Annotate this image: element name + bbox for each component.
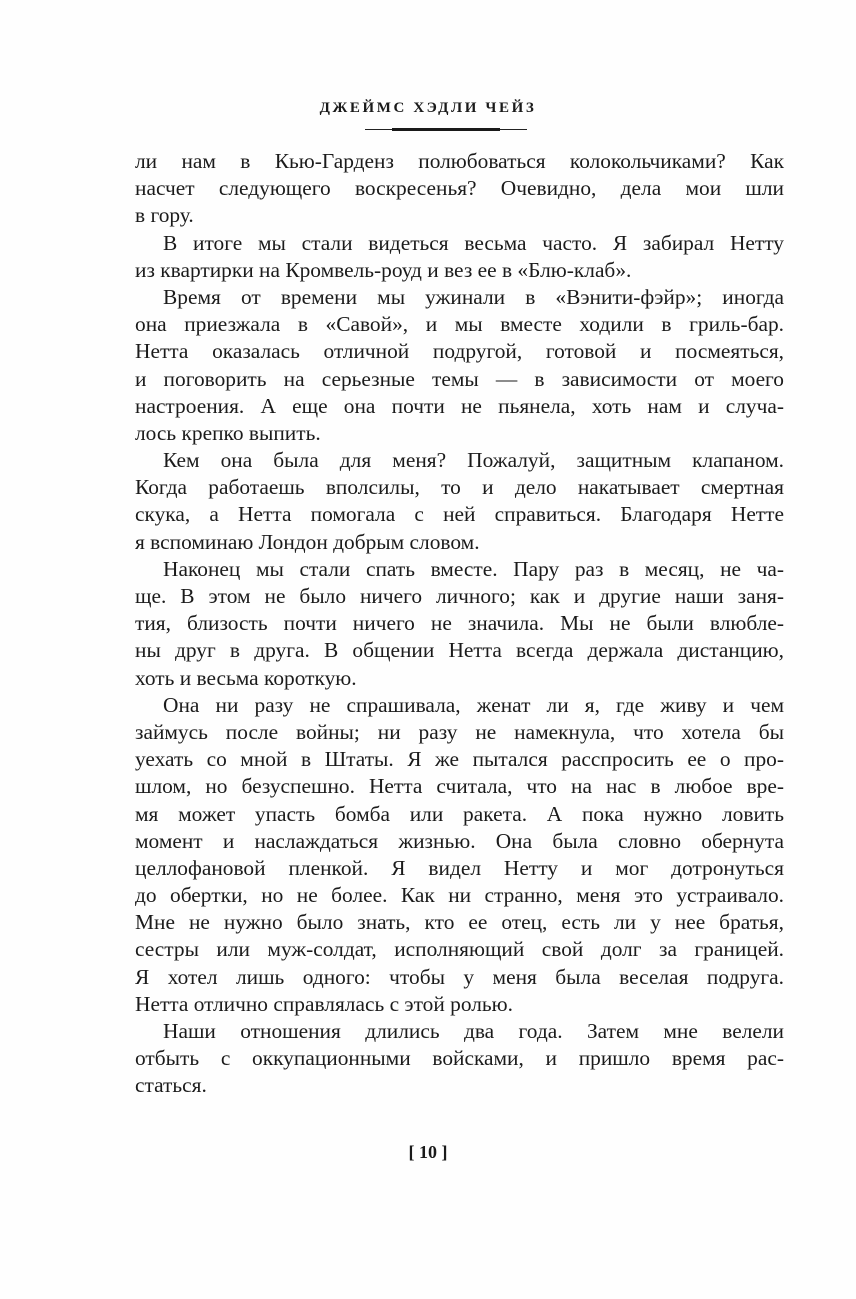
text-line: Мне не нужно было знать, кто ее отец, есть ли у нее братья, bbox=[135, 910, 784, 935]
page-number: [ 10 ] bbox=[408, 1142, 448, 1162]
text-line: до обертки, но не более. Как ни странно, меня это устраивало. bbox=[135, 883, 784, 908]
text-line: Она ни разу не спрашивала, женат ли я, где живу и чем bbox=[163, 692, 784, 717]
text-line: уехать со мной в Штаты. Я же пытался расспросить ее о про- bbox=[135, 747, 784, 772]
text-line: статься. bbox=[135, 1073, 207, 1098]
text-line: настроения. А еще она почти не пьянела, хоть нам и случа- bbox=[135, 393, 784, 418]
text-line: ны друг в друга. В общении Нетта всегда держала дистанцию, bbox=[135, 638, 784, 663]
text-line: Я хотел лишь одного: чтобы у меня была веселая подруга. bbox=[135, 964, 784, 989]
text-line: целлофановой пленкой. Я видел Нетту и мог дотронуться bbox=[135, 855, 784, 880]
text-line: займусь после войны; ни разу не намекнула, что хотела бы bbox=[135, 719, 784, 744]
text-line: ще. В этом не было ничего личного; как и другие наши заня- bbox=[135, 584, 784, 608]
running-head: ДЖЕЙМС ХЭДЛИ ЧЕЙЗ bbox=[319, 100, 537, 116]
text-line: Нетта отлично справлялась с этой ролью. bbox=[135, 991, 514, 1016]
body-text bbox=[135, 148, 784, 1100]
text-line: тия, близость почти ничего не значила. Мы не были влюбле- bbox=[135, 611, 784, 636]
text-line: Время от времени мы ужинали в «Вэнити-фэйр»; иногда bbox=[163, 284, 784, 309]
text-line: Когда работаешь вполсилы, то и дело накатывает смертная bbox=[135, 475, 784, 500]
text-line: я вспоминаю Лондон добрым словом. bbox=[135, 529, 480, 554]
text-line: отбыть с оккупационными войсками, и пришло время рас- bbox=[135, 1046, 784, 1071]
text-line: она приезжала в «Савой», и мы вместе ходили в гриль-бар. bbox=[135, 312, 784, 337]
text-line: скука, а Нетта помогала с ней справиться. Благодаря Нетте bbox=[135, 502, 784, 527]
text-line: из квартирки на Кромвель-роуд и вез ее в «Блю-клаб». bbox=[135, 257, 632, 282]
text-line: насчет следующего воскресенья? Очевидно, дела мои шли bbox=[135, 176, 784, 201]
text-line: хоть и весьма короткую. bbox=[135, 665, 357, 690]
text-line: ли нам в Кью-Гарденз полюбоваться колокольчиками? Как bbox=[135, 149, 784, 173]
text-line: Нетта оказалась отличной подругой, готовой и посмеяться, bbox=[135, 339, 784, 364]
header-rule-accent bbox=[392, 128, 500, 131]
text-line: шлом, но безуспешно. Нетта считала, что на нас в любое вре- bbox=[135, 774, 784, 799]
text-line: Наши отношения длились два года. Затем мне велели bbox=[163, 1019, 784, 1043]
text-line: момент и наслаждаться жизнью. Она была словно обернута bbox=[135, 828, 784, 853]
text-line: в гору. bbox=[135, 203, 194, 228]
text-line: Кем она была для меня? Пожалуй, защитным клапаном. bbox=[163, 448, 784, 473]
text-line: сестры или муж-солдат, исполняющий свой долг за границей. bbox=[135, 937, 784, 962]
text-line: Наконец мы стали спать вместе. Пару раз в месяц, не ча- bbox=[163, 556, 784, 581]
text-line: лось крепко выпить. bbox=[135, 420, 321, 445]
text-line: и поговорить на серьезные темы — в зависимости от моего bbox=[135, 366, 784, 391]
text-line: мя может упасть бомба или ракета. А пока нужно ловить bbox=[135, 801, 784, 826]
text-line: В итоге мы стали видеться весьма часто. Я забирал Нетту bbox=[163, 230, 784, 255]
